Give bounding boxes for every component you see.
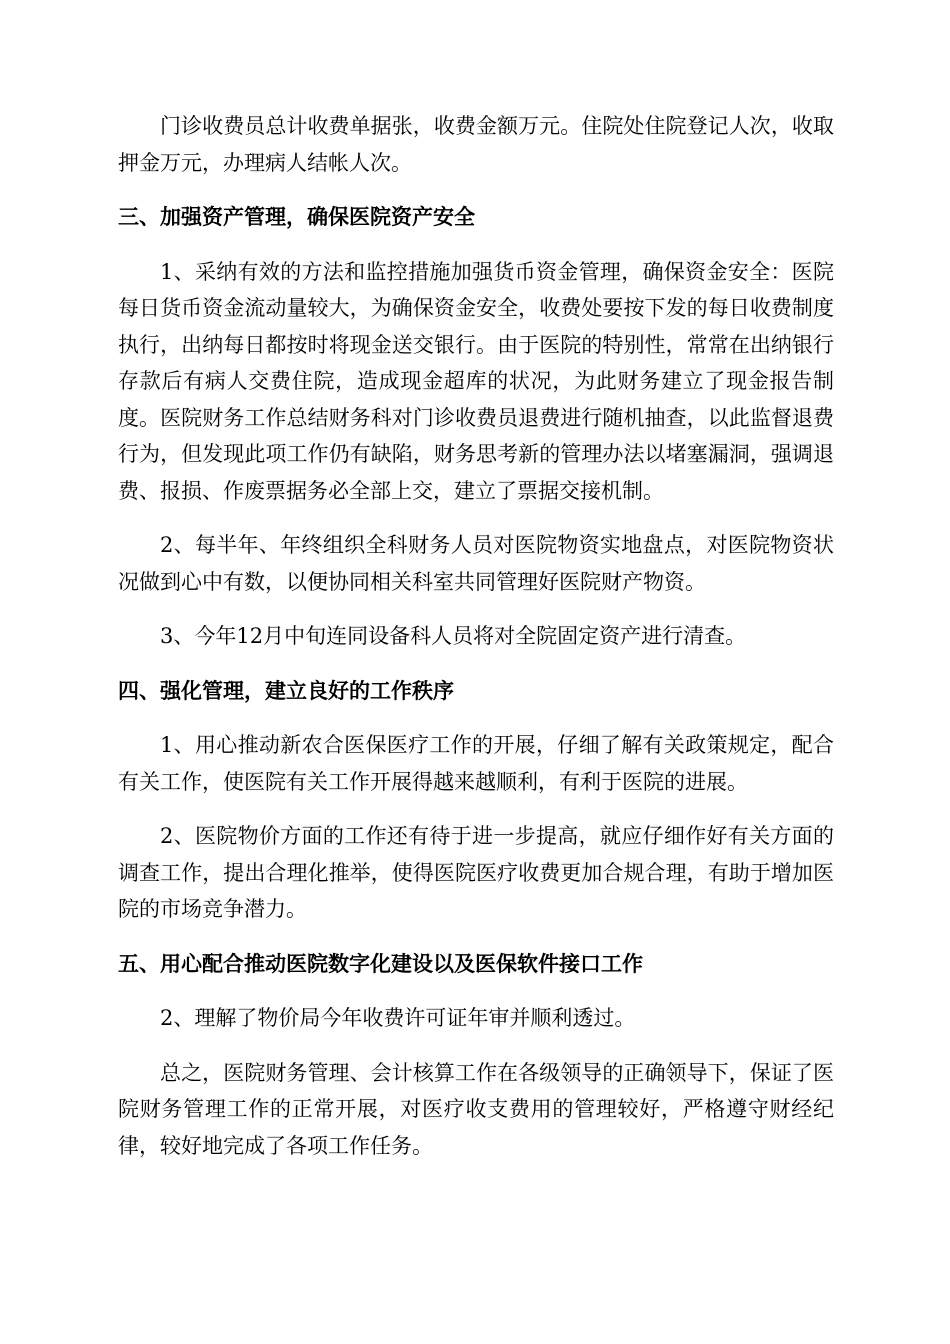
section-heading-4: 四、强化管理，建立良好的工作秩序 <box>118 678 454 703</box>
document-page <box>118 108 834 1164</box>
paragraph-fixed-assets: 3、今年12月中旬连同设备科人员将对全院固定资产进行清查。 <box>160 624 747 648</box>
paragraph-inventory-check: 2、每半年、年终组织全科财务人员对医院物资实地盘点，对医院物资状况做到心中有数，以便协同相关科室共同管理好医院财产物资。 <box>118 533 834 594</box>
paragraph-license-review: 2、理解了物价局今年收费许可证年审并顺利透过。 <box>160 1006 636 1030</box>
paragraph-conclusion: 总之，医院财务管理、会计核算工作在各级领导的正确领导下，保证了医院财务管理工作的正常开展，对医疗收支费用的管理较好，严格遵守财经纪律，较好地完成了各项工作任务。 <box>118 1060 834 1158</box>
paragraph-medical-insurance: 1、用心推动新农合医保医疗工作的开展，仔细了解有关政策规定，配合有关工作，使医院有关工作开展得越来越顺利，有利于医院的进展。 <box>118 733 834 794</box>
section-heading-5: 五、用心配合推动医院数字化建设以及医保软件接口工作 <box>118 951 643 976</box>
paragraph-cash-management: 1、采纳有效的方法和监控措施加强货币资金管理，确保资金安全：医院每日货币资金流动量较大，为确保资金安全，收费处要按下发的每日收费制度执行，出纳每日都按时将现金送交银行。由于医院的特别性，常常在出纳银行存款后有病人交费住院，造成现金超库的状况，为此财务建立了现金报告制度。医院财务工作总结财务科对门诊收费员退费进行随机抽查，以此监督退费行为，但发现此项工作仍有缺陷，财务思考新的管理办法以堵塞漏洞，强调退费、报损、作废票据务必全部上交，建立了票据交接机制。 <box>118 259 834 503</box>
paragraph-pricing: 2、医院物价方面的工作还有待于进一步提高，就应仔细作好有关方面的调查工作，提出合理化推举，使得医院医疗收费更加合规合理，有助于增加医院的市场竞争潜力。 <box>118 824 834 921</box>
section-heading-3: 三、加强资产管理，确保医院资产安全 <box>118 205 475 229</box>
paragraph-cashier-summary: 门诊收费员总计收费单据张，收费金额万元。住院处住院登记人次，收取押金万元，办理病人结帐人次。 <box>118 114 834 175</box>
